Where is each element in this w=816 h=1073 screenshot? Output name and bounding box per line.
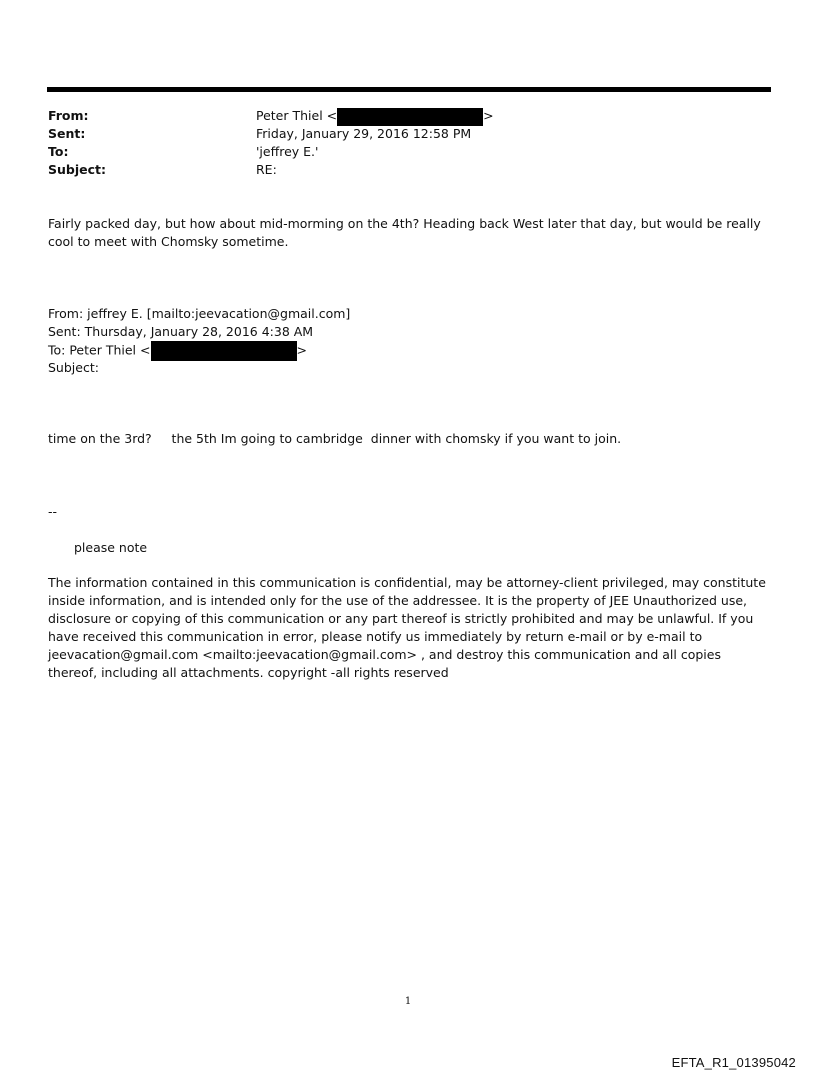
quoted-to-open-bracket: < <box>140 342 151 358</box>
quoted-message: time on the 3rd? the 5th Im going to cambridge dinner with chomsky if you want to join. <box>48 431 622 446</box>
please-note: please note <box>74 540 148 555</box>
quoted-to-close-bracket: > <box>296 342 307 358</box>
from-value <box>256 107 494 126</box>
reply-body: Fairly packed day, but how about mid-morming on the 4th? Heading back West later that day, but would be really cool to meet with Chomsky sometime. <box>48 216 761 249</box>
redacted-email-box <box>337 108 483 126</box>
quoted-from: From: jeffrey E. [mailto:jeevacation@gmail.com] <box>48 306 351 321</box>
from-name: Peter Thiel <box>256 108 323 123</box>
quoted-subject: Subject: <box>48 360 99 375</box>
to-label: To: <box>48 144 69 159</box>
quoted-to <box>48 341 307 361</box>
subject-label: Subject: <box>48 162 106 177</box>
sent-label: Sent: <box>48 126 86 141</box>
header-rule <box>47 87 771 92</box>
from-close-bracket: > <box>483 108 494 123</box>
bates-number: EFTA_R1_01395042 <box>671 1055 796 1070</box>
disclaimer-text: The information contained in this communication is confidential, may be attorney-client privileged, may constitute inside information, and is intended only for the use of the addressee. It is the property of JEE Unauthorized use, disclosure or copying of this communication or any part thereof is strictly prohibited and may be unlawful. If you have received this communication in error, please notify us immediately by return e-mail or by e-mail to jeevacation@gmail.com <mailto:jeevacation@gmail.com> , and destroy this communication and all copies thereof, including all attachments. copyright -all rights reserved <box>48 575 766 680</box>
to-value: 'jeffrey E.' <box>256 144 319 159</box>
from-label: From: <box>48 108 89 123</box>
page-number: 1 <box>404 996 412 1007</box>
redacted-email-box <box>151 341 297 361</box>
subject-value: RE: <box>256 162 277 177</box>
sent-value: Friday, January 29, 2016 12:58 PM <box>256 126 472 141</box>
signature-dash: -- <box>48 504 58 519</box>
quoted-sent: Sent: Thursday, January 28, 2016 4:38 AM <box>48 324 314 339</box>
quoted-to-text: To: Peter Thiel <box>48 342 137 358</box>
from-open-bracket: < <box>326 108 338 123</box>
